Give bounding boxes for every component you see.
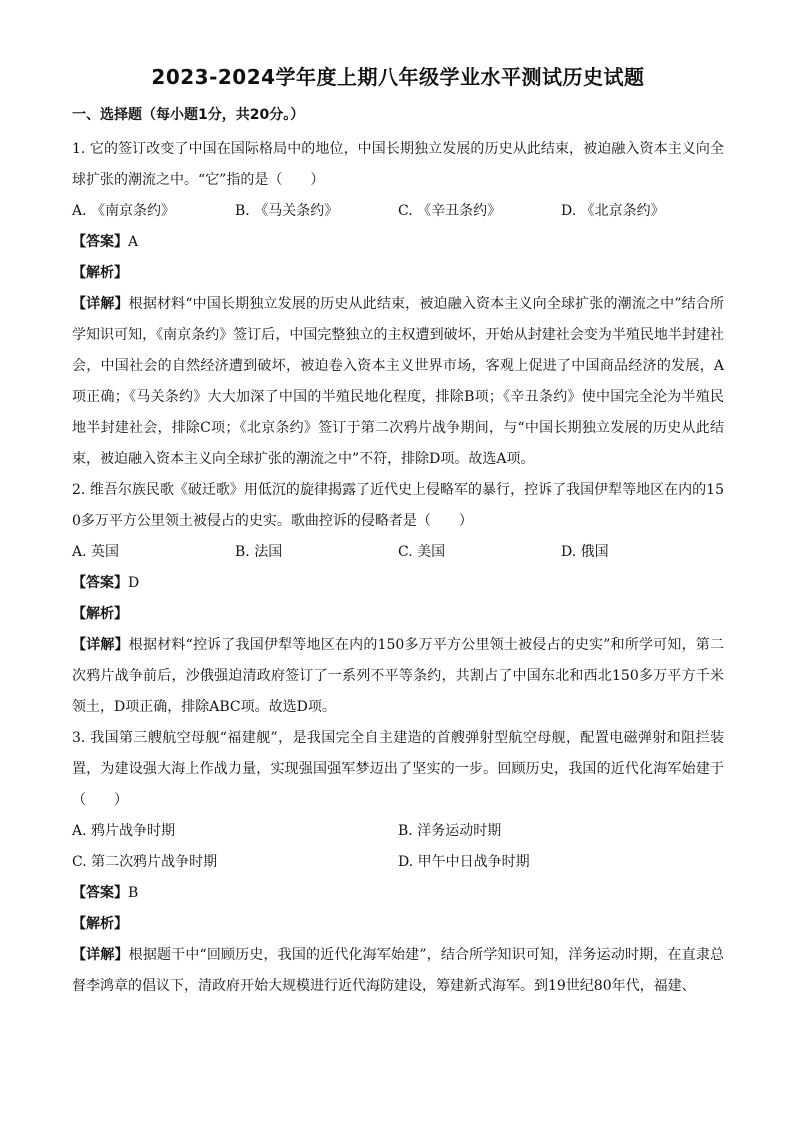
answer-value: D (128, 575, 140, 591)
analysis-line (72, 599, 724, 630)
answer-line (72, 568, 724, 599)
question-stem: 1. 它的签订改变了中国在国际格局中的地位，中国长期独立发展的历史从此结束，被迫融入资本主义向全球扩张的潮流之中。“它”指的是（ ） (72, 141, 724, 188)
detail-text: 根据材料“中国长期独立发展的历史从此结束，被迫融入资本主义向全球扩张的潮流之中”结合所学知识可知，《南京条约》签订后，中国完整独立的主权遭到破坏，开始从封建社会变为半殖民地半封建社会，中国社会的自然经济遭到破坏，被迫卷入资本主义世界市场，客观上促进了中国商品经济的发展，A项正确；《马关条约》大大加深了中国的半殖民地化程度，排除B项；《辛丑条约》使中国完全沦为半殖民地半封建社会，排除C项；《北京条约》签订于第二次鸦片战争期间，与“中国长期独立发展的历史从此结束，被迫融入资本主义向全球扩张的潮流之中”不符，排除D项。故选A项。 (72, 296, 725, 467)
option-b: B. 《马关条约》 (235, 203, 339, 219)
analysis-label: 【解析】 (72, 606, 128, 622)
option-c: C. 第二次鸦片战争时期 (72, 854, 218, 870)
option-a: A. 鸦片战争时期 (72, 823, 176, 839)
exam-page (72, 62, 724, 1002)
options-grid (72, 816, 724, 878)
answer-value: A (128, 234, 139, 250)
question-stem: 3. 我国第三艘航空母舰“福建舰”，是我国完全自主建造的首艘弹射型航空母舰，配置电磁弹射和阻拦装置，为建设强大海上作战力量，实现强国强军梦迈出了坚实的一步。回顾历史，我国的近代化海军始建于（ ） (72, 730, 724, 808)
option-a: A. 《南京条约》 (72, 203, 176, 219)
option-c: C. 美国 (398, 544, 446, 560)
detail-paragraph (72, 940, 724, 1002)
section-heading: 一、选择题（每小题1分，共20分。） (72, 107, 305, 123)
detail-paragraph (72, 289, 724, 475)
detail-paragraph (72, 630, 724, 723)
answer-value: B (128, 885, 139, 901)
answer-line (72, 227, 724, 258)
detail-label: 【详解】 (72, 637, 129, 653)
analysis-line (72, 909, 724, 940)
options-row (72, 537, 724, 568)
answer-label: 【答案】 (72, 234, 128, 250)
exam-title: 2023-2024学年度上期八年级学业水平测试历史试题 (151, 65, 645, 89)
detail-text: 根据题干中“回顾历史，我国的近代化海军始建”，结合所学知识可知，洋务运动时期，在直隶总督李鸿章的倡议下，清政府开始大规模进行近代海防建设，筹建新式海军。到19世纪80年代，福建、 (72, 947, 725, 994)
answer-label: 【答案】 (72, 575, 128, 591)
question-stem: 2. 维吾尔族民歌《破迁歌》用低沉的旋律揭露了近代史上侵略军的暴行，控诉了我国伊犁等地区在内的150多万平方公里领土被侵占的史实。歌曲控诉的侵略者是（ ） (72, 482, 724, 529)
detail-label: 【详解】 (72, 296, 129, 312)
option-c: C. 《辛丑条约》 (398, 203, 502, 219)
detail-label: 【详解】 (72, 947, 129, 963)
analysis-line (72, 258, 724, 289)
option-b: B. 洋务运动时期 (398, 823, 502, 839)
answer-line (72, 878, 724, 909)
question-1 (72, 134, 724, 475)
option-a: A. 英国 (72, 544, 120, 560)
analysis-label: 【解析】 (72, 265, 128, 281)
detail-text: 根据材料“控诉了我国伊犁等地区在内的150多万平方公里领土被侵占的史实”和所学可知，第二次鸦片战争前后，沙俄强迫清政府签订了一系列不平等条约，共割占了中国东北和西北150多万平方千米领土，D项正确，排除ABC项。故选D项。 (72, 637, 724, 715)
answer-label: 【答案】 (72, 885, 128, 901)
option-d: D. 甲午中日战争时期 (398, 854, 530, 870)
options-row (72, 196, 724, 227)
question-2 (72, 475, 724, 723)
analysis-label: 【解析】 (72, 916, 128, 932)
option-b: B. 法国 (235, 544, 283, 560)
option-d: D. 《北京条约》 (561, 203, 665, 219)
question-3 (72, 723, 724, 1002)
option-d: D. 俄国 (561, 544, 609, 560)
